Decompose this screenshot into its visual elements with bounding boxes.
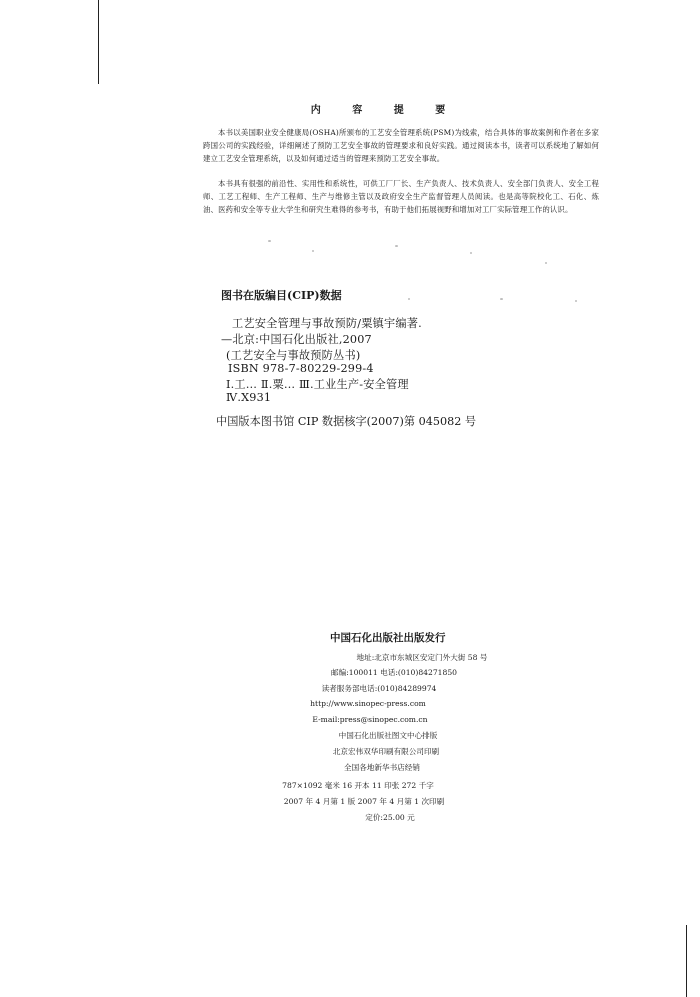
scan-speck: [312, 250, 314, 252]
abstract-paragraph-1: 本书以美国职业安全健康局(OSHA)所颁布的工艺安全管理系统(PSM)为线索，结合具体的事故案例和作者在多家跨国公司的实践经验，详细阐述了预防工艺安全事故的管理要求和良好实践。通过阅读本书，读者可以系统地了解如何建立工艺安全管理系统，以及如何通过适当的管理来预防工艺安全事故。: [203, 128, 599, 164]
abstract-paragraph-2: 本书具有很强的前沿性、实用性和系统性，可供工厂厂长、生产负责人、技术负责人、安全部门负责人、安全工程师、工艺工程师、生产工程师、生产与维修主管以及政府安全生产监督管理人员阅读。也是高等院校化工、石化、炼油、医药和安全等专业大学生和研究生难得的参考书，有助于他们拓展视野和增加对工厂实际管理工作的认识。: [203, 179, 599, 215]
publisher-email: E-mail:press@sinopec.com.cn: [312, 715, 428, 724]
cip-title-line: 工艺安全管理与事故预防/粟镇宇编著.: [232, 317, 422, 330]
scan-speck: [575, 300, 577, 302]
printer-line: 北京宏伟双华印刷有限公司印刷: [332, 747, 440, 756]
distributor-line: 全国各地新华书店经销: [344, 763, 420, 772]
scan-speck: [470, 252, 472, 254]
scan-edge-line-bottom: [686, 925, 687, 997]
book-specs: 787×1092 毫米 16 开本 11 印张 272 千字: [282, 781, 434, 790]
scan-speck: [545, 262, 547, 264]
scan-edge-line-top: [98, 0, 99, 84]
cip-class-number-line: Ⅳ.X931: [226, 391, 272, 404]
publisher-address: 地址:北京市东城区安定门外大街 58 号: [356, 653, 488, 662]
publisher-website: http://www.sinopec-press.com: [310, 699, 426, 708]
scan-speck: [395, 245, 398, 247]
cip-heading: 图书在版编目(CIP)数据: [221, 289, 342, 302]
price: 定价:25.00 元: [365, 813, 415, 822]
cip-classification-line: Ⅰ.工… Ⅱ.粟… Ⅲ.工业生产-安全管理: [226, 378, 409, 391]
scan-speck: [500, 298, 503, 300]
scan-speck: [268, 240, 271, 242]
cip-isbn-line: ISBN 978-7-80229-299-4: [228, 362, 374, 375]
reader-service-phone: 读者服务部电话:(010)84289974: [321, 684, 437, 693]
cip-series-line: (工艺安全与事故预防丛书): [226, 349, 361, 362]
cip-publisher-line: —北京:中国石化出版社,2007: [221, 333, 372, 346]
edition-printing: 2007 年 4 月第 1 版 2007 年 4 月第 1 次印刷: [283, 797, 445, 806]
typesetting-line: 中国石化出版社图文中心排版: [338, 731, 438, 740]
publisher-title: 中国石化出版社出版发行: [330, 632, 446, 644]
publisher-postcode-phone: 邮编:100011 电话:(010)84271850: [331, 668, 457, 677]
scan-speck: [408, 298, 410, 300]
cip-notice: 中国版本图书馆 CIP 数据核字(2007)第 045082 号: [216, 415, 477, 428]
abstract-title: 内 容 提 要: [310, 105, 460, 116]
